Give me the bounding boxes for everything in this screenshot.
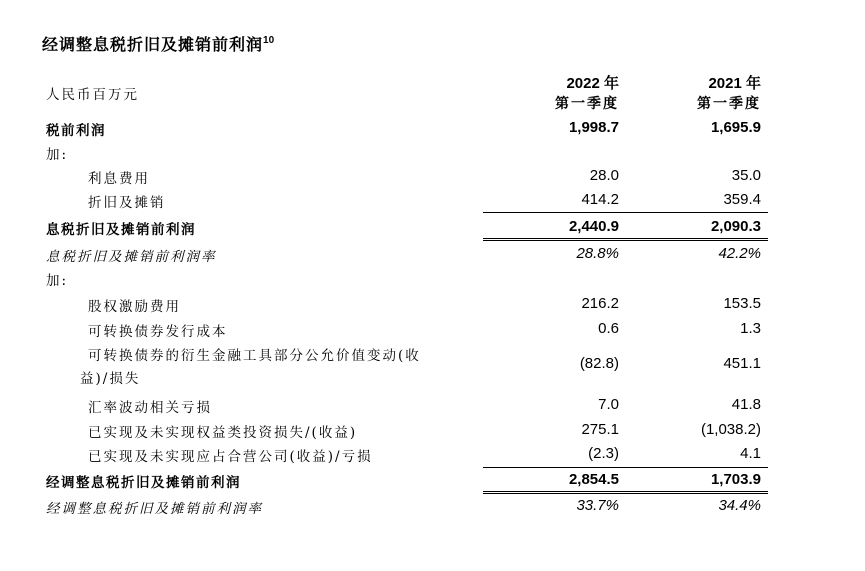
value-2022: 1,998.7 <box>568 119 619 136</box>
value-2021: 153.5 <box>723 295 761 312</box>
value-2021: 1,703.9 <box>710 471 761 488</box>
column-period: 第一季度 <box>555 96 619 112</box>
value-2022: (82.8) <box>579 355 619 372</box>
row-label: 息税折旧及摊销前利润 <box>46 222 196 238</box>
value-2021: 35.0 <box>731 167 761 184</box>
value-2021: (1,038.2) <box>700 421 761 438</box>
value-2022: 2,440.9 <box>568 218 619 235</box>
value-2022: 28.0 <box>589 167 619 184</box>
table-row <box>0 242 865 266</box>
value-2021: 42.2% <box>718 245 761 262</box>
row-label: 利息费用 <box>88 171 150 187</box>
row-label: 经调整息税折旧及摊销前利润 <box>46 475 241 491</box>
value-2021: 4.1 <box>740 445 761 462</box>
row-label: 股权激励费用 <box>88 299 181 315</box>
value-2022: 28.8% <box>576 245 619 262</box>
table-row <box>0 468 865 492</box>
table-row <box>0 341 865 391</box>
unit-label: 人民币百万元 <box>46 87 139 103</box>
table-row <box>0 116 865 140</box>
table-row <box>0 418 865 442</box>
table-row <box>0 393 865 417</box>
value-2022: 275.1 <box>581 421 619 438</box>
table-row <box>0 164 865 188</box>
value-2021: 34.4% <box>718 497 761 514</box>
total-double-rule <box>483 238 768 241</box>
value-2022: 216.2 <box>581 295 619 312</box>
table-row <box>0 140 865 164</box>
column-year: 2021 年 <box>708 75 761 92</box>
footnote-marker: 10 <box>263 35 275 46</box>
column-header-2021 <box>697 72 761 113</box>
table-row <box>0 442 865 466</box>
column-period: 第一季度 <box>697 96 761 112</box>
table-row <box>0 292 865 316</box>
row-label-line2: 益)/损失 <box>80 371 141 387</box>
value-2022: 2,854.5 <box>568 471 619 488</box>
table-row <box>0 317 865 341</box>
value-2021: 451.1 <box>723 355 761 372</box>
table-row <box>0 215 865 239</box>
row-label: 加: <box>46 273 69 289</box>
table-title: 经调整息税折旧及摊销前利润$^{10}$ <box>42 35 275 54</box>
value-2021: 41.8 <box>731 396 761 413</box>
table-row <box>0 266 865 290</box>
row-label: 汇率波动相关亏损 <box>88 400 212 416</box>
column-header-2022 <box>555 72 619 113</box>
row-label: 折旧及摊销 <box>88 195 166 211</box>
value-2022: 33.7% <box>576 497 619 514</box>
value-2021: 2,090.3 <box>710 218 761 235</box>
row-label-line1: 可转换债券的衍生金融工具部分公允价值变动(收 <box>88 348 421 364</box>
subtotal-rule <box>483 212 768 213</box>
row-label: 税前利润 <box>46 123 106 139</box>
value-2021: 1.3 <box>740 320 761 337</box>
row-label: 经调整息税折旧及摊销前利润率 <box>46 501 263 517</box>
row-label: 加: <box>46 147 69 163</box>
table-row <box>0 494 865 518</box>
value-2021: 1,695.9 <box>710 119 761 136</box>
column-year: 2022 年 <box>566 75 619 92</box>
value-2022: (2.3) <box>588 445 619 462</box>
value-2021: 359.4 <box>723 191 761 208</box>
table-row <box>0 188 865 212</box>
value-2022: 0.6 <box>598 320 619 337</box>
row-label: 已实现及未实现权益类投资损失/(收益) <box>88 425 358 441</box>
value-2022: 7.0 <box>598 396 619 413</box>
row-label: 可转换债券发行成本 <box>88 324 228 340</box>
row-label: 已实现及未实现应占合营公司(收益)/亏损 <box>88 449 373 465</box>
row-label: 息税折旧及摊销前利润率 <box>46 249 217 265</box>
value-2022: 414.2 <box>581 191 619 208</box>
